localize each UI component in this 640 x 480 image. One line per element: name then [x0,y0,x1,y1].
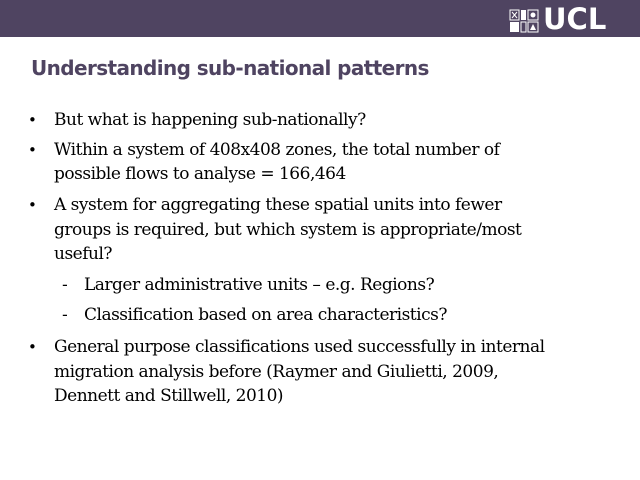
sub-bullet-2: Classification based on area characteristics? [84,305,447,325]
bullet-3-line-1: A system for aggregating these spatial units into fewer [54,195,502,215]
bullet-3-line-2: groups is required, but which system is appropriate/most [54,220,522,240]
bullet-3-line-3: useful? [54,244,113,264]
ucl-logo: UCL [543,2,607,36]
bullet-4-line-3: Dennett and Stillwell, 2010) [54,386,284,406]
bullet-marker: • [28,196,37,214]
sub-bullet-marker: - [62,275,68,294]
bullet-1-line-1: But what is happening sub-nationally? [54,110,366,130]
slide-title: Understanding sub-national patterns [31,56,429,80]
bullet-marker: • [28,111,37,129]
sub-bullet-1: Larger administrative units – e.g. Regions? [84,275,435,295]
bullet-4-line-1: General purpose classifications used successfully in internal [54,337,545,357]
sub-bullet-marker: - [62,305,68,324]
bullet-2-line-2: possible flows to analyse = 166,464 [54,164,346,184]
bullet-4-line-2: migration analysis before (Raymer and Giulietti, 2009, [54,362,499,382]
bullet-2-line-1: Within a system of 408x408 zones, the total number of [54,140,500,160]
bullet-marker: • [28,141,37,159]
bullet-marker: • [28,338,37,356]
